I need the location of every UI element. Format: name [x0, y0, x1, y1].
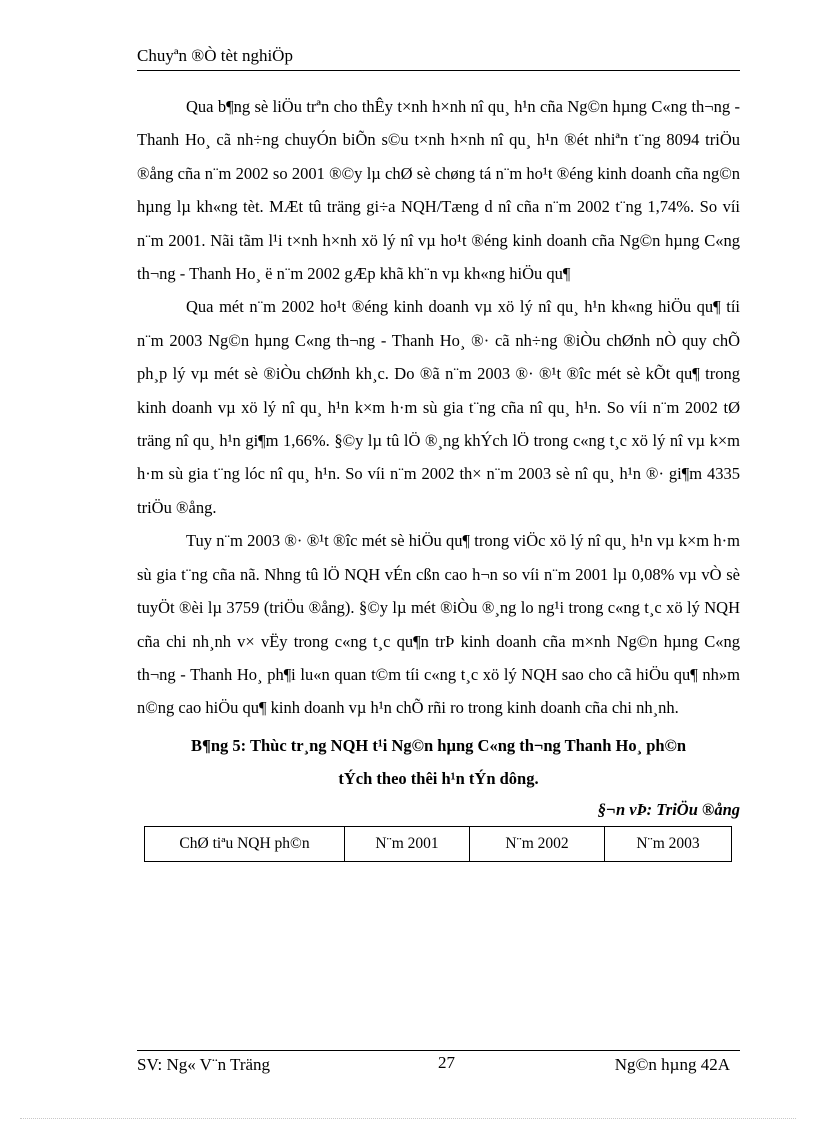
footer-class: Ng©n hµng 42A	[614, 1055, 730, 1074]
table-header-cell: N¨m 2002	[470, 826, 605, 861]
table-header-cell: ChØ tiªu NQH ph©n	[145, 826, 345, 861]
body-text	[137, 90, 740, 862]
table-header-cell: N¨m 2001	[345, 826, 470, 861]
page-footer	[137, 1050, 740, 1081]
paragraph-3: Tuy n¨m 2003 ®· ®¹t ®îc mét sè hiÖu qu¶ trong viÖc xö lý nî qu¸ h¹n vµ k×m h·m sù gia t¨ng cña nã. Nhng tû lÖ NQH vÉn cßn cao h¬n so víi n¨m 2001 lµ 0,08% vµ vÒ sè tuyÖt ®èi lµ 3759 (triÖu ®ång). §©y lµ mét ®iÒu ®¸ng lo ng¹i trong c«ng t¸c xö lý NQH cña chi nh¸nh v× vËy trong c«ng t¸c qu¶n trÞ kinh doanh cña m×nh Ng©n hµng C«ng th¬ng - Thanh Ho¸ ph¶i lu«n quan t©m tíi c«ng t¸c xö lý NQH sao cho cã hiÖu qu¶ nh»m n©ng cao hiÖu qu¶ kinh doanh vµ h¹n chÕ rñi ro trong kinh doanh cña chi nh¸nh.	[137, 531, 740, 718]
header-title: Chuyªn ®Ò tèt nghiÖp	[137, 46, 293, 65]
page-edge-divider	[20, 1118, 796, 1119]
table-caption-line-1: B¶ng 5: Thùc tr¸ng NQH t¹i Ng©n hµng C«ng th¬ng Thanh Ho¸ ph©n	[190, 735, 687, 755]
table-caption-line-2: tÝch theo thêi h¹n tÝn dông.	[338, 769, 539, 789]
paragraph-2: Qua mét n¨m 2002 ho¹t ®éng kinh doanh vµ xö lý nî qu¸ h¹n kh«ng hiÖu qu¶ tíi n¨m 2003 Ng©n hµng C«ng th¬ng - Thanh Ho¸ ®· cã nh÷ng ®iÒu chØnh nÒ quy chÕ ph¸p lý vµ mét sè ®iÒu chØnh kh¸c. Do ®ã n¨m 2003 ®· ®¹t ®îc mét sè kÕt qu¶ trong kinh doanh vµ xö lý nî qu¸ h¹n k×m h·m sù gia t¨ng cña nî qu¸ h¹n. So víi n¨m 2002 tØ träng nî qu¸ h¹n gi¶m 1,66%. §©y lµ tû lÖ ®¸ng khÝch lÖ trong c«ng t¸c xö lý nî vµ k×m h·m sù gia t¨ng lóc nî qu¸ h¹n. So víi n¨m 2002 th× n¨m 2003 sè nî qu¸ h¹n ®· gi¶m 4335 triÖu ®ång.	[137, 297, 740, 517]
footer-student: SV: Ng« V¨n Träng	[137, 1055, 271, 1074]
unit-label: §¬n vÞ: TriÖu ®ång	[597, 799, 740, 819]
table-header-row	[145, 826, 732, 861]
data-table	[144, 826, 732, 862]
table-header-cell: N¨m 2003	[605, 826, 732, 861]
page-number: 27	[438, 1053, 455, 1072]
page-header	[137, 46, 740, 71]
table-caption	[137, 729, 740, 796]
paragraph-1: Qua b¶ng sè liÖu trªn cho thÊy t×nh h×nh nî qu¸ h¹n cña Ng©n hµng C«ng th¬ng - Thanh Ho¸ cã nh÷ng chuyÓn biÕn s©u t×nh h×nh nî qu¸ h¹n ®ét nhiªn t¨ng 8094 triÖu ®ång cña n¨m 2002 so 2001 ®©y lµ chØ sè chøng tá n¨m ho¹t ®éng kinh doanh cña ng©n hµng lµ kh«ng tèt. MÆt tû träng gi÷a NQH/Tæng d nî cña n¨m 2002 t¨ng 1,74%. So víi n¨m 2001. Nãi tãm l¹i t×nh h×nh xö lý nî vµ ho¹t ®éng kinh doanh cña Ng©n hµng C«ng th¬ng - Thanh Ho¸ ë n¨m 2002 gÆp khã kh¨n vµ kh«ng hiÖu qu¶	[137, 97, 740, 284]
